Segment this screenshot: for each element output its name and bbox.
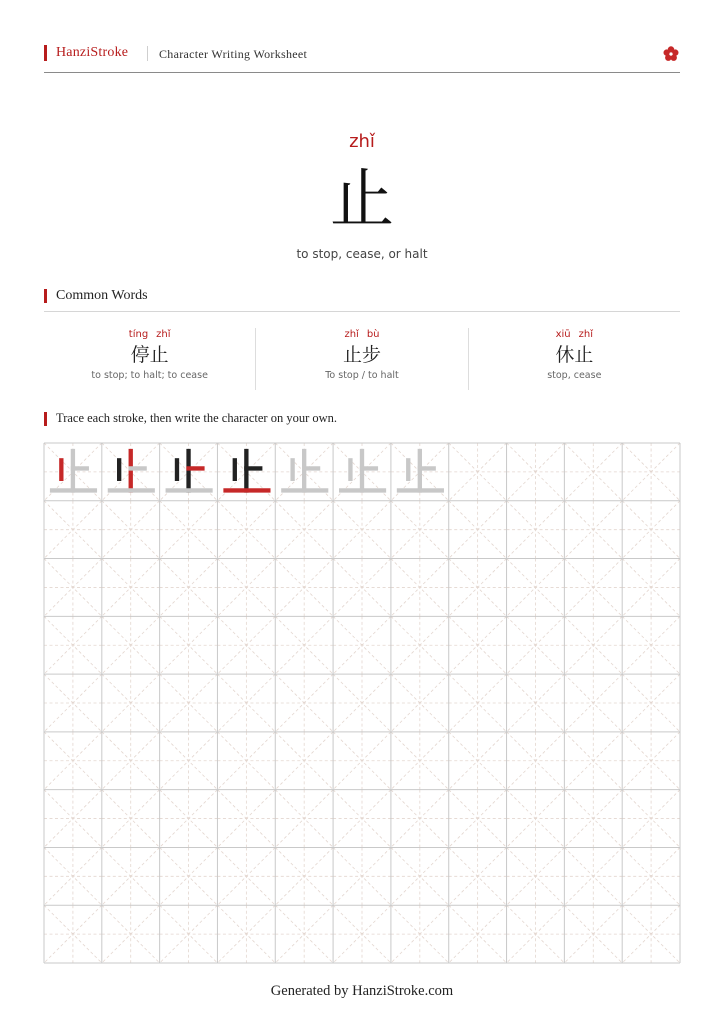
brand-accent-bar [44, 45, 47, 61]
common-words-list [44, 328, 680, 390]
header-rule [44, 72, 680, 73]
header-divider [147, 46, 148, 61]
footer-credit: Generated by HanziStroke.com [270, 983, 454, 999]
worksheet-header [44, 44, 680, 64]
word-hanzi: 止步 [342, 344, 381, 366]
word-card [255, 328, 467, 390]
word-hanzi: 停止 [130, 344, 169, 366]
word-hanzi: 休止 [555, 344, 594, 366]
section-rule [44, 311, 680, 312]
word-pinyin: tíng zhǐ [128, 329, 171, 340]
section-accent-bar [44, 412, 47, 426]
common-words-title: Common Words [56, 288, 148, 303]
word-meaning: To stop / to halt [325, 370, 399, 381]
word-meaning: stop, cease [547, 370, 602, 381]
section-accent-bar [44, 289, 47, 303]
practice-grid[interactable] [43, 442, 681, 964]
word-pinyin: zhǐ bù [344, 329, 380, 340]
practice-grid-canvas[interactable] [43, 442, 681, 964]
word-card [44, 328, 255, 390]
character-pinyin: zhǐ [349, 131, 375, 152]
character-meaning: to stop, cease, or halt [296, 247, 428, 261]
plum-blossom-icon [662, 45, 680, 63]
word-card [468, 328, 680, 390]
word-meaning: to stop; to halt; to cease [91, 370, 208, 381]
worksheet-subtitle: Character Writing Worksheet [159, 47, 308, 61]
character-hanzi: 止 [330, 163, 394, 237]
brand-name[interactable]: HanziStroke [56, 45, 129, 60]
practice-instruction: Trace each stroke, then write the character on your own. [56, 411, 338, 425]
word-pinyin: xiū zhǐ [555, 329, 594, 340]
